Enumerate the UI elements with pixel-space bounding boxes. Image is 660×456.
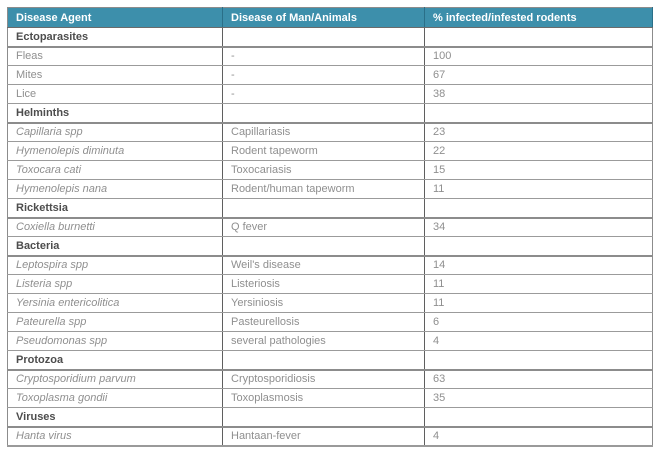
disease-cell: Weil's disease: [223, 256, 425, 275]
disease-cell: Toxocariasis: [223, 161, 425, 180]
disease-cell: Hantaan-fever: [223, 427, 425, 446]
disease-cell: [223, 199, 425, 218]
disease-table: [7, 7, 653, 447]
percent-cell: 35: [425, 389, 653, 408]
section-row: [8, 104, 653, 123]
table-row: [8, 85, 653, 104]
table-row: [8, 427, 653, 446]
disease-cell: Cryptosporidiosis: [223, 370, 425, 389]
table-row: [8, 218, 653, 237]
agent-cell: Hanta virus: [8, 427, 223, 446]
agent-cell: Leptospira spp: [8, 256, 223, 275]
section-row: [8, 237, 653, 256]
header-row: [8, 8, 653, 28]
agent-cell: Cryptosporidium parvum: [8, 370, 223, 389]
disease-cell: several pathologies: [223, 332, 425, 351]
percent-cell: 4: [425, 427, 653, 446]
table-row: [8, 180, 653, 199]
agent-cell: Protozoa: [8, 351, 223, 370]
agent-cell: Lice: [8, 85, 223, 104]
disease-cell: Listeriosis: [223, 275, 425, 294]
agent-cell: Toxocara cati: [8, 161, 223, 180]
percent-cell: [425, 28, 653, 47]
percent-cell: [425, 199, 653, 218]
agent-cell: Mites: [8, 66, 223, 85]
table-row: [8, 47, 653, 66]
table-row: [8, 275, 653, 294]
table-row: [8, 313, 653, 332]
agent-cell: Hymenolepis diminuta: [8, 142, 223, 161]
column-header-disease-of-man: Disease of Man/Animals: [223, 8, 425, 28]
agent-cell: Helminths: [8, 104, 223, 123]
agent-cell: Ectoparasites: [8, 28, 223, 47]
disease-cell: [223, 104, 425, 123]
percent-cell: [425, 237, 653, 256]
disease-cell: [223, 237, 425, 256]
percent-cell: [425, 408, 653, 427]
percent-cell: [425, 104, 653, 123]
section-row: [8, 408, 653, 427]
percent-cell: 22: [425, 142, 653, 161]
table-row: [8, 332, 653, 351]
table-row: [8, 123, 653, 142]
disease-cell: Capillariasis: [223, 123, 425, 142]
percent-cell: 34: [425, 218, 653, 237]
disease-cell: Yersiniosis: [223, 294, 425, 313]
table-row: [8, 370, 653, 389]
table-row: [8, 389, 653, 408]
section-row: [8, 351, 653, 370]
percent-cell: 15: [425, 161, 653, 180]
percent-cell: 11: [425, 294, 653, 313]
column-header-disease-agent: Disease Agent: [8, 8, 223, 28]
percent-cell: 23: [425, 123, 653, 142]
agent-cell: Toxoplasma gondii: [8, 389, 223, 408]
agent-cell: Yersinia entericolitica: [8, 294, 223, 313]
table-row: [8, 256, 653, 275]
agent-cell: Pateurella spp: [8, 313, 223, 332]
disease-cell: [223, 351, 425, 370]
agent-cell: Viruses: [8, 408, 223, 427]
agent-cell: Hymenolepis nana: [8, 180, 223, 199]
disease-cell: [223, 28, 425, 47]
percent-cell: 100: [425, 47, 653, 66]
disease-cell: -: [223, 85, 425, 104]
disease-cell: Rodent tapeworm: [223, 142, 425, 161]
section-row: [8, 28, 653, 47]
percent-cell: 4: [425, 332, 653, 351]
percent-cell: [425, 351, 653, 370]
column-header-percent-infected: % infected/infested rodents: [425, 8, 653, 28]
table-row: [8, 294, 653, 313]
agent-cell: Rickettsia: [8, 199, 223, 218]
disease-cell: Pasteurellosis: [223, 313, 425, 332]
disease-cell: -: [223, 47, 425, 66]
agent-cell: Coxiella burnetti: [8, 218, 223, 237]
agent-cell: Listeria spp: [8, 275, 223, 294]
percent-cell: 67: [425, 66, 653, 85]
percent-cell: 63: [425, 370, 653, 389]
table-body: [8, 28, 653, 446]
disease-cell: Toxoplasmosis: [223, 389, 425, 408]
table-header: [8, 8, 653, 28]
table-row: [8, 66, 653, 85]
percent-cell: 14: [425, 256, 653, 275]
agent-cell: Bacteria: [8, 237, 223, 256]
agent-cell: Pseudomonas spp: [8, 332, 223, 351]
section-row: [8, 199, 653, 218]
disease-cell: Q fever: [223, 218, 425, 237]
disease-cell: [223, 408, 425, 427]
agent-cell: Fleas: [8, 47, 223, 66]
percent-cell: 38: [425, 85, 653, 104]
percent-cell: 11: [425, 275, 653, 294]
disease-cell: -: [223, 66, 425, 85]
percent-cell: 11: [425, 180, 653, 199]
table-row: [8, 142, 653, 161]
percent-cell: 6: [425, 313, 653, 332]
table-row: [8, 161, 653, 180]
agent-cell: Capillaria spp: [8, 123, 223, 142]
disease-cell: Rodent/human tapeworm: [223, 180, 425, 199]
